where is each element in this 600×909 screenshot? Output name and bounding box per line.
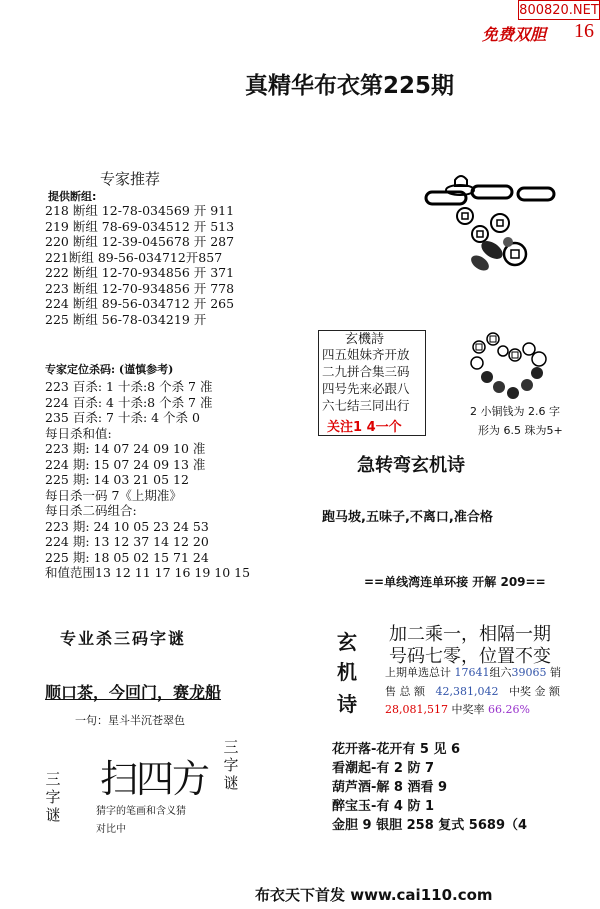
stats-label: 组六 <box>489 666 512 679</box>
free-banner: 免费双胆 <box>482 25 547 44</box>
stats-label: 销 <box>550 666 561 679</box>
expert-title: 专家推荐 <box>100 170 161 188</box>
stats-value: 17641 <box>454 666 490 679</box>
free-number: 16 <box>574 20 594 42</box>
stats-label: 中奖 金 额 <box>508 685 560 698</box>
big-riddle-text: 扫四方 <box>100 757 209 801</box>
stats-value: 66.26% <box>487 703 530 716</box>
kill-one-label: 每日杀一码 7《上期准》 <box>45 487 182 503</box>
list-item: 218 断组 12-78-034569 开 911 <box>45 203 235 218</box>
xuanji-char-3: 诗 <box>337 692 357 716</box>
mystery-poem-title: 玄機詩 <box>345 332 385 347</box>
list-item: 花开落-花开有 5 见 6 <box>332 742 461 757</box>
xuanji-char-2: 机 <box>337 660 357 684</box>
tips-list <box>332 740 527 835</box>
list-item: 金胆 9 银胆 258 复式 5689（4 <box>332 818 528 833</box>
single-line: ==单线湾连单环接 开解 209== <box>364 575 546 589</box>
coin-gourd-drawing <box>420 168 560 278</box>
xuanji-poem-line-1: 加二乘一，相隔一期 <box>389 624 551 645</box>
vertical-label-left: 三字谜 <box>45 770 61 824</box>
list-item: 醉宝玉-有 4 防 1 <box>332 799 435 814</box>
poem-line: 四号先来必跟八 <box>322 381 410 396</box>
list-item: 224 百杀: 4 十杀:8 个杀 7 准 <box>45 394 213 410</box>
coin-note-2: 形为 6.5 珠为5+ <box>478 424 563 437</box>
list-item: 223 期: 14 07 24 09 10 准 <box>45 441 206 456</box>
focus-note: 关注1 4一个 <box>327 420 402 435</box>
riddle-caption-2: 对比中 <box>96 824 126 835</box>
riddle-caption-1: 猜字的笔画和含义猜 <box>96 806 186 817</box>
xuanji-char-1: 玄 <box>337 630 357 654</box>
list-item: 219 断组 78-69-034512 开 513 <box>45 218 235 234</box>
vertical-label-right: 三字谜 <box>223 738 239 792</box>
xuanji-poem-line-2: 号码七零，位置不变 <box>389 646 551 667</box>
kill-label: 专家定位杀码: (谨慎参考) <box>45 363 174 376</box>
kill-list <box>45 379 250 581</box>
riddle-title: 专业杀三码字谜 <box>60 629 187 648</box>
riddle-hint: 一句：星斗半沉苍翠色 <box>75 714 185 727</box>
list-item: 223 期: 24 10 05 23 24 53 <box>45 518 209 534</box>
break-group-list <box>45 203 234 327</box>
poem-line: 六七结三同出行 <box>322 398 410 413</box>
site-badge[interactable]: 800820.NET <box>518 0 600 20</box>
stats-row-1 <box>385 665 561 681</box>
page-title: 真精华布衣第225期 <box>245 73 455 99</box>
stats-value: 28,081,517 <box>385 703 448 716</box>
list-item: 葫芦酒-解 8 酒看 9 <box>332 780 448 795</box>
stats-value: 42,381,042 <box>435 685 499 698</box>
sum-label: 每日杀和值: <box>45 425 112 441</box>
stats-label: 售 总 额 <box>385 685 425 698</box>
stats-row-3 <box>385 702 530 718</box>
stats-value: 39065 <box>511 666 547 679</box>
list-item: 222 断组 12-70-934856 开 371 <box>45 265 235 280</box>
list-item: 223 百杀: 1 十杀:8 个杀 7 准 <box>45 379 213 394</box>
poem-line: 二九拼合集三码 <box>322 364 410 379</box>
list-item: 221断组 89-56-034712开857 <box>45 249 223 265</box>
kill-two-label: 每日杀二码组合: <box>45 503 137 518</box>
coin-necklace-drawing <box>455 325 565 405</box>
list-item: 225 期: 18 05 02 15 71 24 <box>45 549 209 565</box>
list-item: 看潮起-有 2 防 7 <box>332 761 435 776</box>
list-item: 223 断组 12-70-934856 开 778 <box>45 280 235 296</box>
list-item: 225 断组 56-78-034219 开 <box>45 311 207 327</box>
stats-label: 中奖率 <box>451 703 485 716</box>
list-item: 224 期: 13 12 37 14 12 20 <box>45 534 209 549</box>
list-item: 和值范围13 12 11 17 16 19 10 15 <box>45 565 251 580</box>
provide-label: 提供断组: <box>48 190 97 203</box>
riddle-line: 顺口茶，今回门，赛龙船 <box>45 683 222 702</box>
footer-text: 布衣天下首发 www.cai110.com <box>255 886 493 904</box>
list-item: 224 期: 15 07 24 09 13 准 <box>45 456 206 472</box>
stats-label: 上期单选总计 <box>385 666 451 679</box>
turn-poem-title: 急转弯玄机诗 <box>357 455 465 476</box>
stats-row-2 <box>385 684 560 700</box>
poem-line: 四五姐妹齐开放 <box>322 347 410 362</box>
mystery-poem-lines <box>322 346 410 414</box>
pao-line: 跑马坡,五味子,不离口,准合格 <box>322 510 493 525</box>
coin-note-1: 2 小铜钱为 2.6 字 <box>470 405 560 418</box>
list-item: 224 断组 89-56-034712 开 265 <box>45 296 235 311</box>
list-item: 220 断组 12-39-045678 开 287 <box>45 234 235 249</box>
list-item: 225 期: 14 03 21 05 12 <box>45 472 189 487</box>
list-item: 235 百杀: 7 十杀: 4 个杀 0 <box>45 410 200 425</box>
